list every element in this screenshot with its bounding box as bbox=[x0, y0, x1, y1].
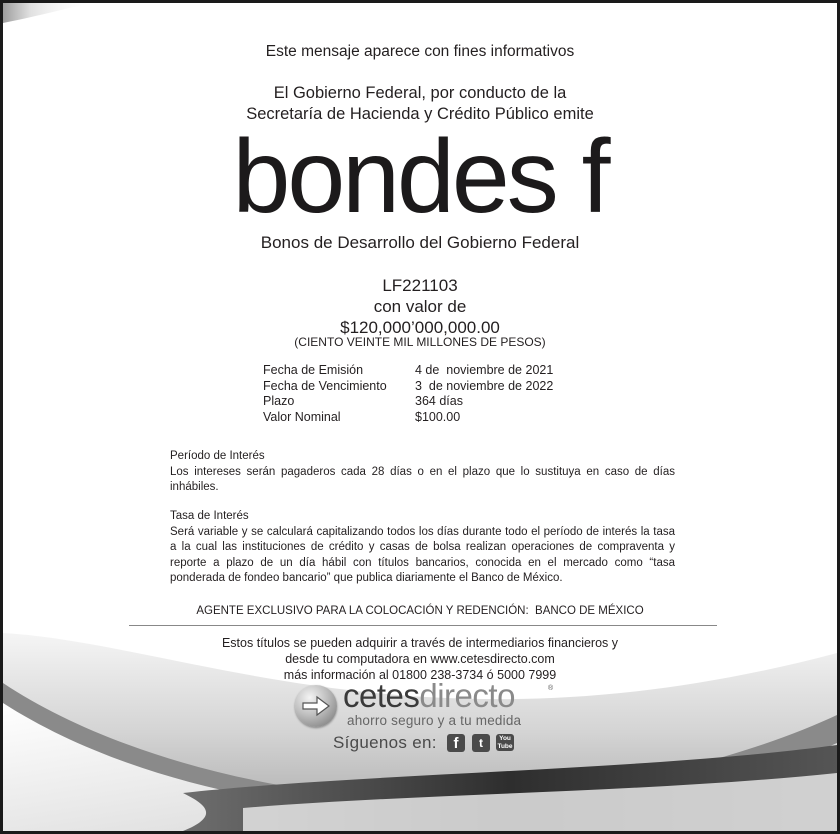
twitter-icon[interactable]: t bbox=[472, 734, 490, 752]
youtube-icon-line2: Tube bbox=[497, 743, 513, 750]
fact-value: 364 días bbox=[415, 394, 463, 408]
facebook-icon[interactable]: f bbox=[447, 734, 465, 752]
registered-mark: ® bbox=[548, 685, 554, 692]
fact-label: Fecha de Vencimiento bbox=[263, 378, 387, 393]
interest-rate-heading: Tasa de Interés bbox=[170, 510, 249, 522]
fact-row bbox=[263, 394, 553, 410]
logo-wordmark bbox=[343, 677, 515, 715]
arrow-circle-icon bbox=[295, 685, 337, 727]
channels-line2: desde tu computadora en www.cetesdirecto.com bbox=[285, 652, 555, 666]
placement-agent: AGENTE EXCLUSIVO PARA LA COLOCACIÓN Y REDENCIÓN: BANCO DE MÉXICO bbox=[196, 605, 644, 617]
content-layer bbox=[3, 3, 837, 831]
interest-period-text: Los intereses serán pagaderos cada 28 días o en el plazo que lo sustituya en caso de días inhábiles. bbox=[170, 465, 675, 493]
interest-rate-section bbox=[170, 509, 675, 587]
purchase-channels bbox=[3, 635, 837, 683]
issuer-intro-line1: El Gobierno Federal, por conducto de la bbox=[273, 84, 567, 102]
logo-word-cetes: cetes bbox=[343, 677, 420, 714]
interest-period-heading: Período de Interés bbox=[170, 450, 265, 462]
channels-line1: Estos títulos se pueden adquirir a través de intermediarios financieros y bbox=[221, 636, 619, 650]
amount-in-words: (CIENTO VEINTE MIL MILLONES DE PESOS) bbox=[294, 335, 546, 349]
fact-value: 3 de noviembre de 2022 bbox=[415, 378, 554, 393]
issuer-intro-line2: Secretaría de Hacienda y Crédito Público emite bbox=[246, 105, 594, 123]
value-label: con valor de bbox=[373, 297, 467, 316]
issue-facts-table bbox=[263, 363, 553, 425]
issue-code: LF221103 bbox=[382, 276, 458, 295]
logo-tagline: ahorro seguro y a tu medida bbox=[347, 713, 522, 728]
informative-notice: Este mensaje aparece con fines informativos bbox=[265, 43, 575, 60]
bondes-f-title: bondes f bbox=[232, 119, 608, 235]
fact-label: Valor Nominal bbox=[263, 409, 341, 424]
fact-row bbox=[263, 379, 553, 395]
fact-row bbox=[263, 363, 553, 379]
interest-rate-text: Será variable y se calculará capitalizando todos los días durante todo el período de interés la tasa a la cual las instituciones de crédito y casas de bolsa realizan operaciones de compraventa y reporte a plazo de un día hábil con títulos bancarios, conocida en el mercado como “tasa ponderada de fondeo bancario” que publica diariamente el Banco de México. bbox=[170, 525, 675, 584]
fact-label: Plazo bbox=[263, 394, 295, 408]
fact-value: 4 de noviembre de 2021 bbox=[415, 363, 554, 377]
issue-amount: $120,000’000,000.00 bbox=[340, 318, 500, 337]
fact-value: $100.00 bbox=[415, 409, 461, 424]
bondes-subtitle: Bonos de Desarrollo del Gobierno Federal bbox=[260, 233, 580, 252]
follow-label: Síguenos en: bbox=[333, 733, 437, 752]
fact-label: Fecha de Emisión bbox=[263, 363, 364, 377]
issue-details bbox=[3, 275, 837, 338]
logo-word-directo: directo bbox=[419, 677, 515, 714]
youtube-icon[interactable] bbox=[496, 734, 514, 751]
youtube-icon-line1: You bbox=[499, 735, 511, 742]
divider-line bbox=[129, 625, 717, 626]
channels-line3: más información al 01800 238-3734 ó 5000 7999 bbox=[283, 668, 557, 682]
cetesdirecto-logo bbox=[295, 677, 565, 733]
fact-row bbox=[263, 410, 553, 426]
interest-period-section bbox=[170, 449, 675, 496]
